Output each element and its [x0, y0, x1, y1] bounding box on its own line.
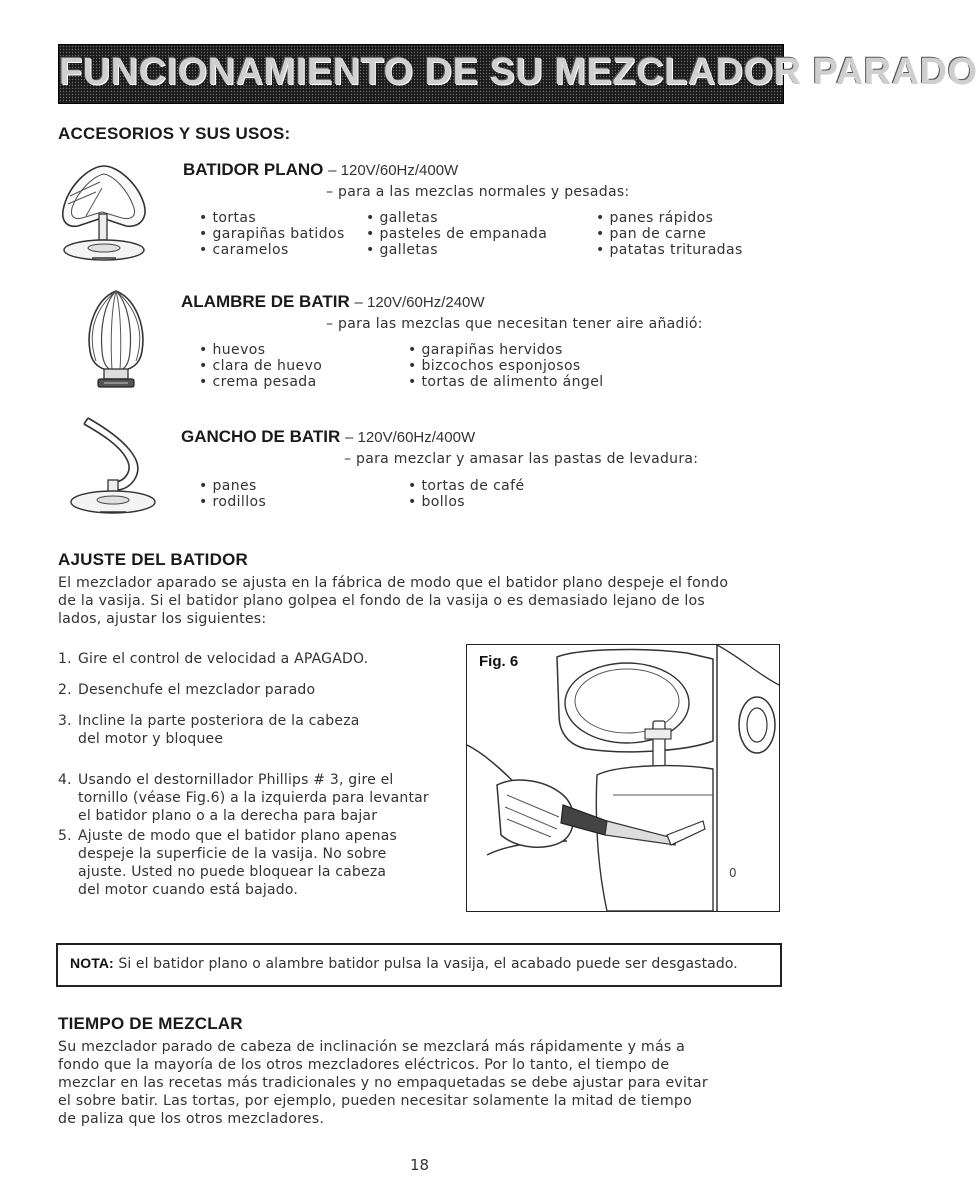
figure-6-illustration	[467, 645, 779, 911]
page-number: 18	[409, 1156, 430, 1174]
adjust-heading: AJUSTE DEL BATIDOR	[58, 550, 248, 569]
mixing-heading: TIEMPO DE MEZCLAR	[58, 1014, 243, 1033]
figure-6	[466, 644, 780, 912]
step-text: despeje la superficie de la vasija. No sobre	[78, 846, 387, 862]
title-banner	[58, 44, 978, 104]
list-item: • caramelos	[199, 242, 289, 258]
list-item: • tortas	[199, 210, 257, 226]
step-text: Desenchufe el mezclador parado	[78, 682, 316, 698]
step-text: Incline la parte posteriora de la cabeza	[78, 713, 360, 729]
list-item: • crema pesada	[199, 374, 317, 390]
wire-whip-spec: – 120V/60Hz/240W	[354, 294, 485, 311]
note-box	[56, 943, 782, 987]
wire-whip-name: ALAMBRE DE BATIR	[181, 292, 350, 311]
dough-hook-desc: – para mezclar y amasar las pastas de levadura:	[344, 451, 699, 467]
dough-hook-heading	[181, 427, 475, 447]
flat-beater-desc: – para a las mezclas normales y pesadas:	[326, 184, 630, 200]
dough-hook-spec: – 120V/60Hz/400W	[345, 429, 476, 446]
list-item: • galletas	[366, 210, 438, 226]
wire-whip-desc: – para las mezclas que necesitan tener aire añadió:	[326, 316, 703, 332]
step-number: 2.	[58, 682, 72, 698]
list-item: • pan de carne	[596, 226, 707, 242]
figure-label: Fig. 6	[479, 653, 519, 670]
text-line: mezclar en las recetas más tradicionales y no empaquetadas se debe ajustar para evitar	[58, 1075, 708, 1091]
note-body: Si el batidor plano o alambre batidor pulsa la vasija, el acabado puede ser desgastado.	[118, 956, 738, 972]
step-number: 4.	[58, 772, 72, 788]
step-text: tornillo (véase Fig.6) a la izquierda para levantar	[78, 790, 429, 806]
text-line: fondo que la mayoría de los otros mezcladores eléctricos. Por lo tanto, el tiempo de	[58, 1057, 670, 1073]
step-2	[58, 681, 468, 699]
dough-hook-list-1	[199, 478, 266, 510]
list-item: • panes	[199, 478, 257, 494]
step-number: 1.	[58, 651, 72, 667]
step-4	[58, 771, 468, 825]
adjust-intro	[58, 574, 838, 628]
step-text: Gire el control de velocidad a APAGADO.	[78, 651, 369, 667]
list-item: • bizcochos esponjosos	[408, 358, 581, 374]
list-item: • tortas de alimento ángel	[408, 374, 604, 390]
list-item: • panes rápidos	[596, 210, 714, 226]
list-item: • huevos	[199, 342, 266, 358]
step-text: del motor y bloquee	[78, 731, 224, 747]
flat-beater-spec: – 120V/60Hz/400W	[328, 162, 459, 179]
step-number: 5.	[58, 828, 72, 844]
wire-whip-list-2	[408, 342, 604, 390]
text-line: lados, ajustar los siguientes:	[58, 611, 267, 627]
svg-text:0: 0	[729, 866, 737, 880]
dough-hook-list-2	[408, 478, 525, 510]
text-line: el sobre batir. Las tortas, por ejemplo, pueden necesitar solamente la mitad de tiempo	[58, 1093, 692, 1109]
text-line: de paliza que los otros mezcladores.	[58, 1111, 325, 1127]
step-text: del motor cuando está bajado.	[78, 882, 299, 898]
flat-beater-list-3	[596, 210, 743, 258]
flat-beater-image	[56, 158, 152, 276]
list-item: • clara de huevo	[199, 358, 323, 374]
mixing-body	[58, 1038, 838, 1128]
dough-hook-image	[58, 410, 158, 524]
list-item: • tortas de café	[408, 478, 525, 494]
list-item: • garapiñas hervidos	[408, 342, 563, 358]
step-number: 3.	[58, 713, 72, 729]
list-item: • rodillos	[199, 494, 267, 510]
list-item: • galletas	[366, 242, 438, 258]
note-label: NOTA:	[70, 955, 114, 971]
text-line: Su mezclador parado de cabeza de inclinación se mezclará más rápidamente y más a	[58, 1039, 686, 1055]
flat-beater-name: BATIDOR PLANO	[183, 160, 324, 179]
step-text: Usando el destornillador Phillips # 3, gire el	[78, 772, 394, 788]
note-text	[70, 955, 738, 972]
list-item: • pasteles de empanada	[366, 226, 548, 242]
flat-beater-list-1	[199, 210, 345, 258]
accessories-heading: ACCESORIOS Y SUS USOS:	[58, 124, 291, 143]
flat-beater-heading	[183, 160, 458, 180]
text-line: El mezclador aparado se ajusta en la fábrica de modo que el batidor plano despeje el fondo	[58, 575, 729, 591]
dough-hook-name: GANCHO DE BATIR	[181, 427, 341, 446]
step-1	[58, 650, 468, 668]
page-title: FUNCIONAMIENTO DE SU MEZCLADOR PARADO	[59, 51, 978, 93]
wire-whip-image	[76, 285, 156, 397]
list-item: • bollos	[408, 494, 465, 510]
step-text: Ajuste de modo que el batidor plano apenas	[78, 828, 397, 844]
step-3	[58, 712, 468, 748]
step-5	[58, 827, 468, 899]
step-text: ajuste. Usted no puede bloquear la cabeza	[78, 864, 387, 880]
text-line: de la vasija. Si el batidor plano golpea el fondo de la vasija o es demasiado lejano de los	[58, 593, 705, 609]
wire-whip-heading	[181, 292, 485, 312]
list-item: • garapiñas batidos	[199, 226, 345, 242]
list-item: • patatas trituradas	[596, 242, 743, 258]
step-text: el batidor plano o a la derecha para bajar	[78, 808, 378, 824]
flat-beater-list-2	[366, 210, 547, 258]
wire-whip-list-1	[199, 342, 322, 390]
